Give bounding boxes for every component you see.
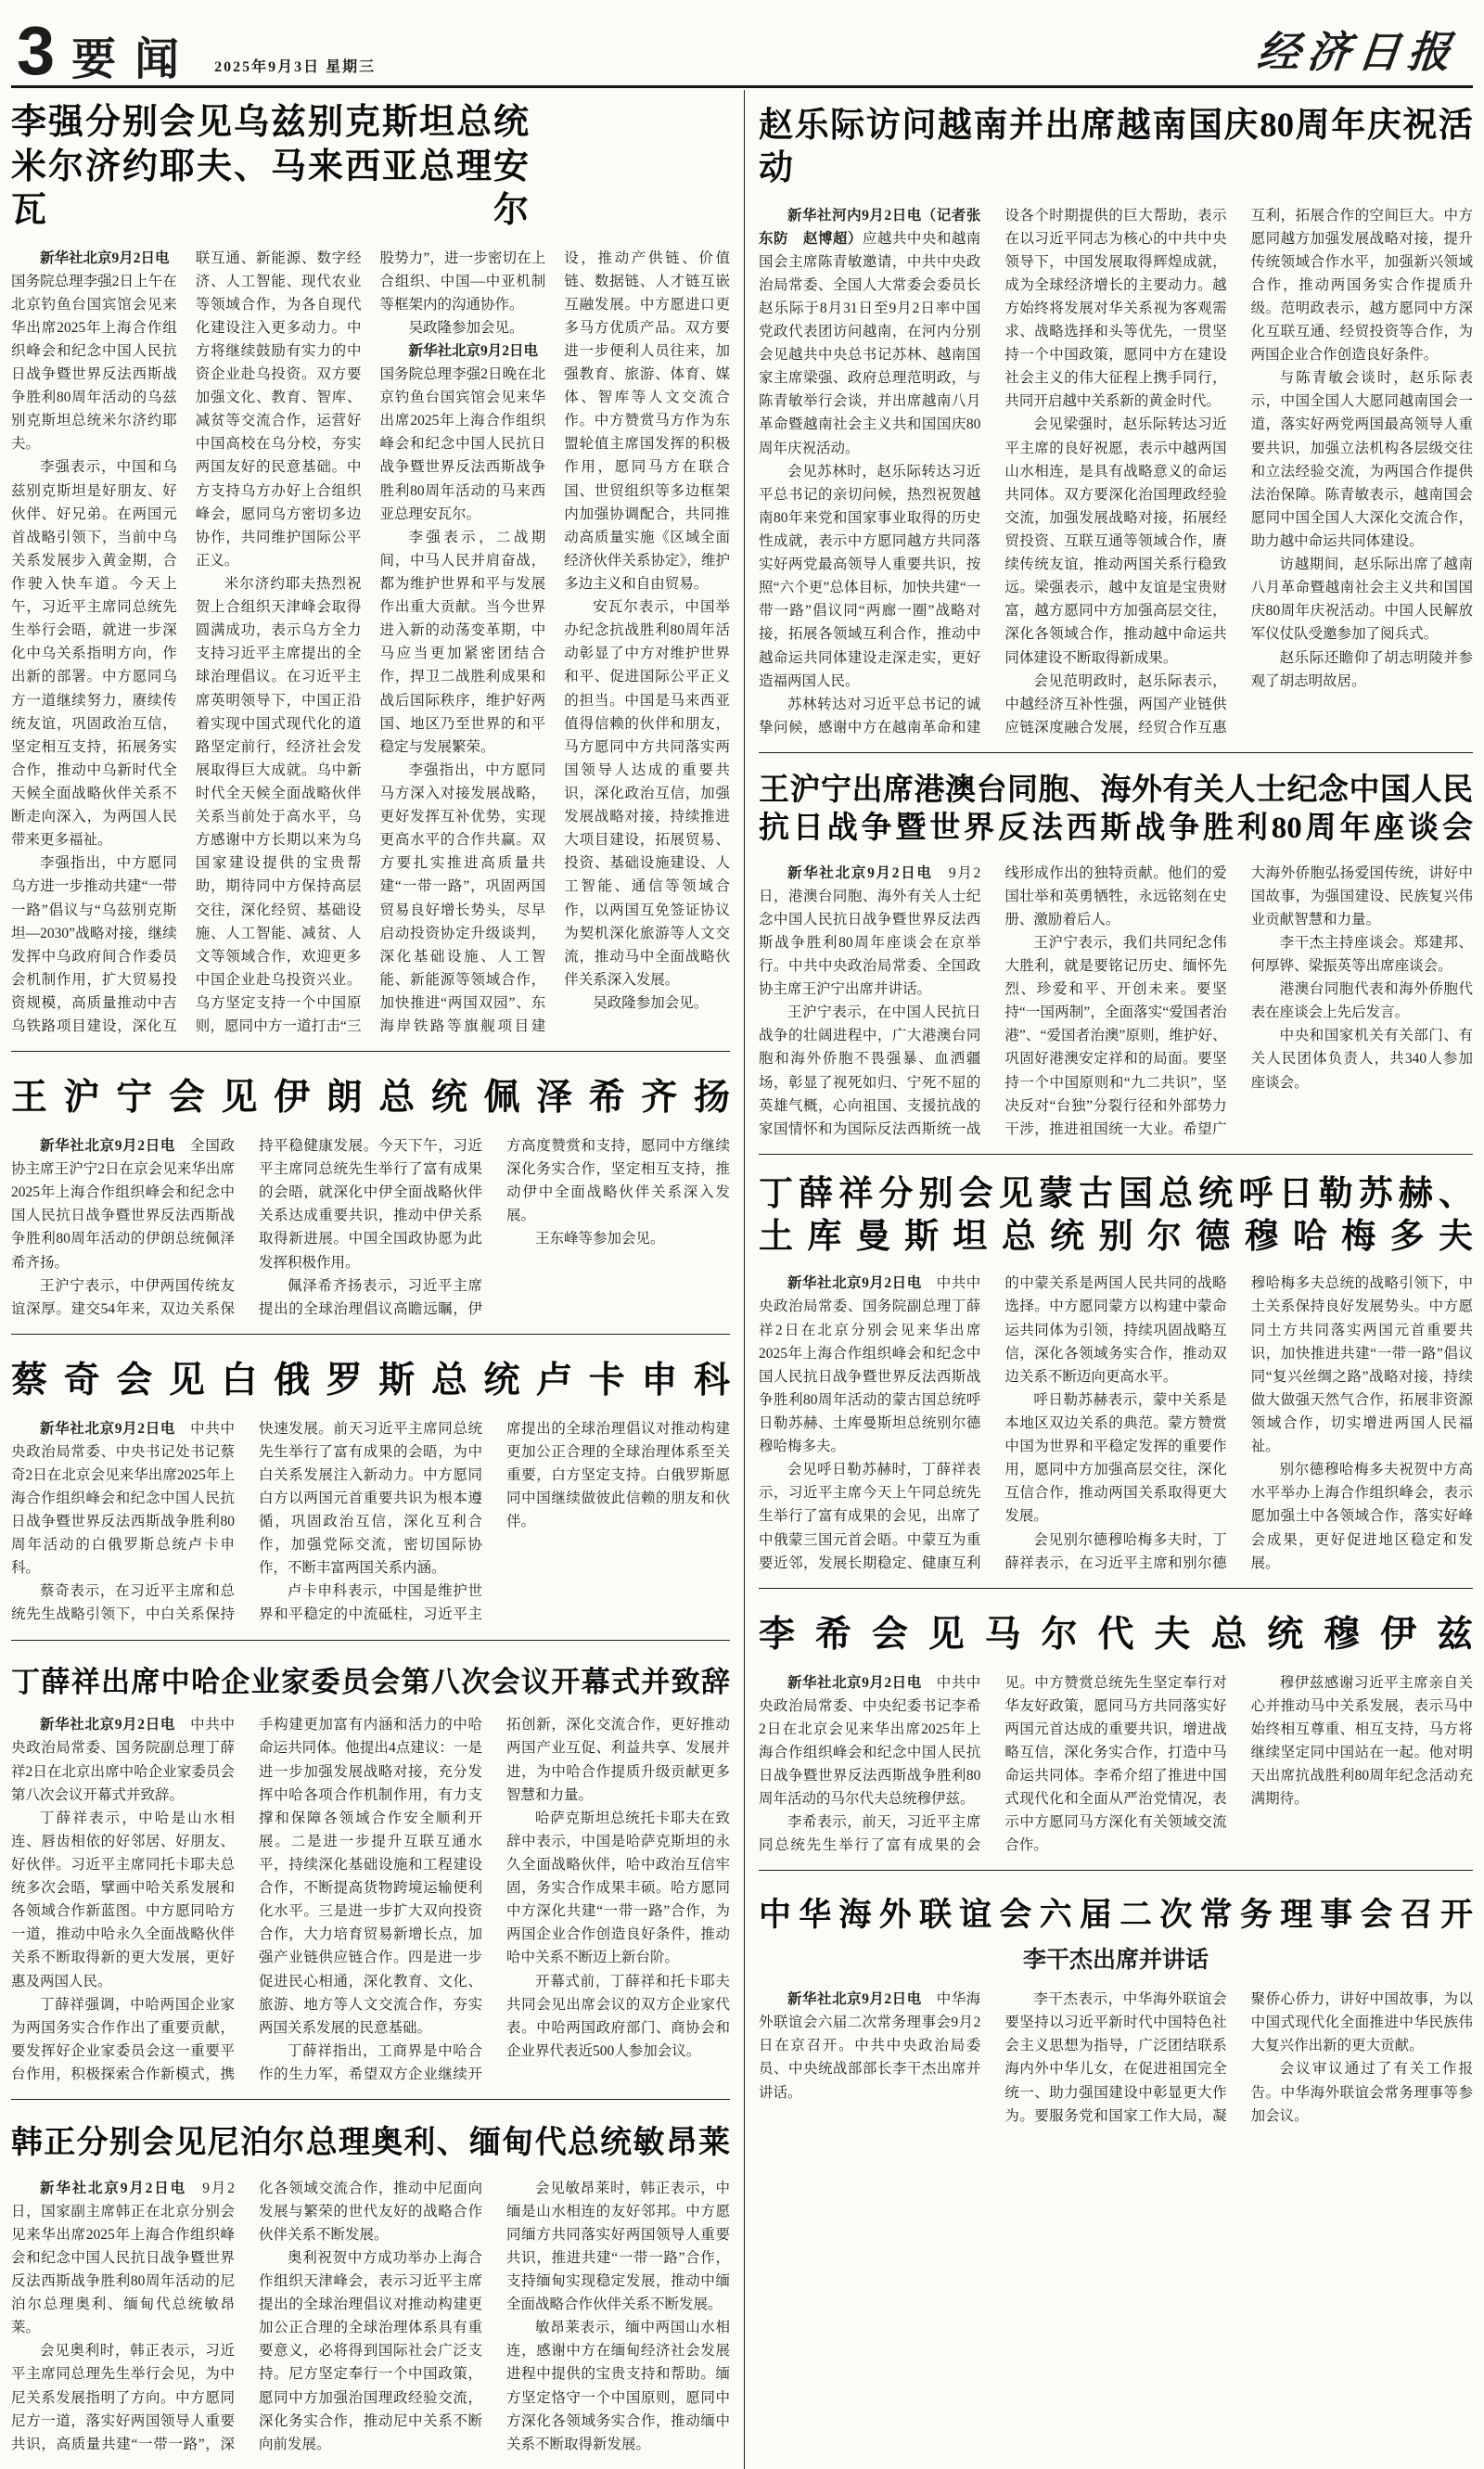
headline: 王沪宁出席港澳台同胞、海外有关人士纪念中国人民 抗日战争暨世界反法西斯战争胜利80周年座谈会 [759, 774, 1473, 846]
paragraph: 会见奥利时，韩正表示，习近平主席同总理先生举行会见，为中尼关系发展指明了方向。中方愿同尼方一道，落实好两国领导人重要共识，高质量共建“一带一路”，深化各领域交流合作，推动中尼面向发展与繁荣的世代友好的战略合作伙伴关系不断发展。 [11, 2180, 482, 2452]
paragraph: 佩泽希齐扬表示，习近平主席提出的全球治理倡议高瞻远瞩，伊方高度赞赏和支持，愿同中方继续深化务实合作，坚定相互支持，推动伊中全面战略伙伴关系深入发展。 [259, 1137, 730, 1317]
paragraph: 李强指出，中方愿同乌方进一步推动共建“一带一路”倡议与“乌兹别克斯坦—2030”战略对接，继续发挥中乌政府间合作委员会机制作用，扩大贸易投资规模，高质量推动中吉乌铁路项目建设，深化互联互通、新能源、数字经济、人工智能、现代农业等领域合作，为各自现代化建设注入更多动力。中方将继续鼓励有实力的中资企业赴乌投资。双方要加强文化、教育、智库、减贫等交流合作，运营好中国高校在乌分校，夯实两国友好的民意基础。中方支持乌方办好上合组织峰会，愿同乌方密切多边协作，共同维护国际公平正义。 [11, 249, 362, 1035]
page-number: 3 [17, 12, 56, 90]
article-body [11, 1134, 730, 1321]
article-body [759, 204, 1473, 740]
headline: 中华海外联谊会六届二次常务理事会召开 [759, 1897, 1473, 1934]
article-liqiang [11, 90, 730, 1051]
article-body [759, 1671, 1473, 1858]
paragraph: 吴政隆参加会见。 [408, 319, 524, 336]
paragraph: 与陈青敏会谈时，赵乐际表示，中国全国人大愿同越南国会一道，落实好两党两国最高领导人重要共识，加强立法机构各层级交往和立法经验交流，为两国合作提供法治保障。陈青敏表示，越南国会愿同中国全国人大深化交流合作，助力越中命运共同体建设。 [1250, 370, 1473, 550]
paragraph: 李希表示，前天，习近平主席同总统先生举行了富有成果的会见。中方赞赏总统先生坚定奉行对华友好政策，愿同马方共同落实好两国元首达成的重要共识，增进战略互信，深化务实合作，打造中马命运共同体。李希介绍了推进中国式现代化和全面从严治党情况，表示中方愿同马方深化有关领域交流合作。 [759, 1674, 1227, 1854]
paragraph: 穆伊兹感谢习近平主席亲自关心并推动马中关系发展，表示马中始终相互尊重、相互支持，马方将继续坚定同中国站在一起。他对明天出席抗战胜利80周年纪念活动充满期待。 [1250, 1674, 1473, 1808]
sub-headline: 李干杰出席并讲话 [1022, 1948, 1209, 1974]
page-date: 2025年9月3日 星期三 [214, 59, 377, 75]
paragraph: 王东峰等参加会见。 [535, 1231, 665, 1247]
article-body [759, 1988, 1473, 2128]
paragraph: 访越期间，赵乐际出席了越南八月革命暨越南社会主义共和国国庆80周年庆祝活动。中国人民解放军仪仗队受邀参加了阅兵式。 [1250, 556, 1473, 643]
paragraph: 哈萨克斯坦总统托卡耶夫在致辞中表示，中国是哈萨克斯坦的永久全面战略伙伴，哈中政治互信牢固，务实合作成果丰硕。哈方愿同中方深化共建“一带一路”合作，为两国企业合作创造良好条件，推动哈中关系不断迈上新台阶。 [506, 1810, 730, 1966]
paragraph: 会见苏林时，赵乐际转达习近平总书记的亲切问候，热烈祝贺越南80年来党和国家事业取得的历史性成就，表示中方愿同越方共同落实好两党最高领导人重要共识，按照“六个更”总体目标，加快共建“一带一路”倡议同“两廊一圈”战略对接，拓展各领域互利合作，推动中越命运共同体建设走深走实，更好造福两国人民。 [759, 463, 981, 689]
paragraph: 会见敏昂莱时，韩正表示，中缅是山水相连的友好邻邦。中方愿同缅方共同落实好两国领导人重要共识，推进共建“一带一路”合作，支持缅甸实现稳定发展，推动中缅全面战略合作伙伴关系不断发展。 [506, 2180, 730, 2313]
paragraph: 新华社北京9月2日电 国务院总理李强2日晚在北京钓鱼台国宾馆会见来华出席2025年上海合作组织峰会和纪念中国人民抗日战争暨世界反法西斯战争胜利80周年活动的马来西亚总理安瓦尔。 [379, 342, 553, 522]
article-lixi [759, 1588, 1473, 1871]
article-wanghuning-yilang [11, 1051, 730, 1334]
paragraph: 新华社北京9月2日电 中共中央政治局常委、中央书记处书记蔡奇2日在北京会见来华出席2025年上海合作组织峰会和纪念中国人民抗日战争暨世界反法西斯战争胜利80周年活动的白俄罗斯总统卢卡申科。 [11, 1420, 235, 1577]
headline: 丁薛祥分别会见蒙古国总统呼日勒苏赫、 土库曼斯坦总统别尔德穆哈梅多夫 [759, 1174, 1473, 1257]
article-caiqi [11, 1334, 730, 1640]
paragraph: 港澳台同胞代表和海外侨胞代表在座谈会上先后发言。 [1250, 981, 1473, 1021]
paragraph: 奥利祝贺中方成功举办上海合作组织天津峰会，表示习近平主席提出的全球治理倡议对推动构建更加公正合理的全球治理体系具有重要意义，必将得到国际社会广泛支持。尼方坚定奉行一个中国政策，愿同中方加强治国理政经验交流，深化务实合作，推动尼中关系不断向前发展。 [259, 2249, 482, 2452]
paragraph: 新华社河内9月2日电（记者张东防 赵博超）应越共中央和越南国会主席陈青敏邀请，中共中央政治局常委、全国人大常委会委员长赵乐际于8月31日至9月2日率中国党政代表团访问越南，在河内分别会见越共中央总书记苏林、越南国家主席梁强、政府总理范明政，与陈青敏举行会谈，并出席越南八月革命暨越南社会主义共和国国庆80周年庆祝活动。 [759, 207, 981, 456]
paragraph: 丁薛祥表示，中哈是山水相连、唇齿相依的好邻居、好朋友、好伙伴。习近平主席同托卡耶夫总统多次会晤，擘画中哈关系发展和各领域合作新蓝图。中方愿同哈方一道，推动中哈永久全面战略伙伴关系不断取得新的更大发展，更好惠及两国人民。 [11, 1810, 235, 1989]
paragraph: 会见别尔德穆哈梅多夫时，丁薛祥表示，在习近平主席和别尔德穆哈梅多夫总统的战略引领下，中土关系保持良好发展势头。中方愿同土方共同落实两国元首重要共识，加快推进共建“一带一路”倡议同“复兴丝绸之路”战略对接，持续做大做强天然气合作，拓展非资源领域合作，切实增进两国人民福祉。 [1004, 1275, 1473, 1571]
article-dingxuexiang-menggu [759, 1154, 1473, 1588]
paragraph: 新华社北京9月2日电 中华海外联谊会六届二次常务理事会9月2日在京召开。中共中央政治局委员、中央统战部部长李干杰出席并讲话。 [759, 1991, 981, 2101]
article-body [759, 1272, 1473, 1574]
article-body [11, 1417, 730, 1627]
right-column [745, 90, 1473, 2469]
article-hanzheng [11, 2099, 730, 2469]
paragraph: 安瓦尔表示，中国举办纪念抗战胜利80周年活动彰显了中方对维护世界和平、促进国际公平正义的担当。中国是马来西亚值得信赖的伙伴和朋友，马方愿同中方共同落实两国领导人达成的重要共识，深化政治互信，加强发展战略对接，持续推进大项目建设，拓展贸易、投资、基础设施建设、人工智能、通信等领域合作，以两国互免签证协议为契机深化旅游等人文交流，推动马中全面战略伙伴关系深入发展。 [564, 599, 730, 988]
article-zhaoleji [759, 90, 1473, 752]
paragraph: 王沪宁表示，中伊两国传统友谊深厚。建交54年来，双边关系保持平稳健康发展。今天下午，习近平主席同总统先生举行了富有成果的会晤，就深化中伊全面战略伙伴关系达成重要共识，推动中伊关系取得新进展。中国全国政协愿为此发挥积极作用。 [11, 1137, 482, 1317]
article-dingxuexiang-zhongha [11, 1640, 730, 2100]
paragraph: 卢卡申科表示，中国是维护世界和平稳定的中流砥柱，习近平主席提出的全球治理倡议对推动构建更加公正合理的全球治理体系至关重要，白方坚定支持。白俄罗斯愿同中国继续做彼此信赖的朋友和伙伴。 [259, 1420, 730, 1623]
headline: 李希会见马尔代夫总统穆伊兹 [759, 1614, 1473, 1655]
paragraph: 新华社北京9月2日电 中共中央政治局常委、国务院副总理丁薛祥2日在北京分别会见来华出席2025年上海合作组织峰会和纪念中国人民抗日战争暨世界反法西斯战争胜利80周年活动的蒙古国总统呼日勒苏赫、土库曼斯坦总统别尔德穆哈梅多夫。 [759, 1275, 981, 1455]
article-body [759, 862, 1473, 1141]
headline: 蔡奇会见白俄罗斯总统卢卡申科 [11, 1360, 730, 1401]
paragraph: 丁薛祥强调，中哈两国企业家为两国务实合作作出了重要贡献，要发挥好企业家委员会这一重要平台作用，积极探索合作新模式，携手构建更加富有内涵和活力的中哈命运共同体。他提出4点建议：一是进一步加强发展战略对接，充分发挥中哈各项合作机制作用，有力支撑和保障各领域合作安全顺利开展。二是进一步提升互联互通水平，持续深化基础设施和工程建设合作，不断提高货物跨境运输便利化水平。三是进一步扩大双向投资合作，大力培育贸易新增长点，加强产业链供应链合作。四是进一步促进民心相通，深化教育、文化、旅游、地方等人文交流合作，夯实两国关系发展的民意基础。 [11, 1717, 482, 2082]
masthead-logo: 经济日报 [1254, 29, 1461, 76]
paragraph: 新华社北京9月2日电 全国政协主席王沪宁2日在京会见来华出席2025年上海合作组织峰会和纪念中国人民抗日战争暨世界反法西斯战争胜利80周年活动的伊朗总统佩泽希齐扬。 [11, 1137, 235, 1271]
paragraph: 李干杰表示，中华海外联谊会要坚持以习近平新时代中国特色社会主义思想为指导，广泛团结联系海内外中华儿女，在促进祖国完全统一、助力强国建设中彰显更大作为。要服务党和国家工作大局，凝聚侨心侨力，讲好中国故事，为以中国式现代化全面推进中华民族伟大复兴作出新的更大贡献。 [1004, 1991, 1473, 2124]
article-wanghuning-zuotanhui [759, 752, 1473, 1154]
paragraph: 会见范明政时，赵乐际表示，中越经济互补性强，两国产业链供应链深度融合发展，经贸合作互惠互利，拓展合作的空间巨大。中方愿同越方加强发展战略对接，提升传统领域合作水平，加强新兴领域合作，推动两国务实合作提质升级。范明政表示，越方愿同中方深化互联互通、经贸投资等合作，为两国企业合作创造良好条件。 [1004, 207, 1473, 736]
paragraph: 米尔济约耶夫热烈祝贺上合组织天津峰会取得圆满成功，表示乌方全力支持习近平主席提出的全球治理倡议。在习近平主席英明领导下，中国正沿着实现中国式现代化的道路坚定前行，经济社会发展取得巨大成就。乌中新时代全天候全面战略伙伴关系当前处于高水平，乌方感谢中方长期以来为乌国家建设提供的宝贵帮助，期待同中方保持高层交往，深化经贸、基础设施、人工智能、减贫、人文等领域合作，欢迎更多中国企业赴乌投资兴业。乌方坚定支持一个中国原则，愿同中方一道打击“三股势力”，进一步密切在上合组织、中国—中亚机制等框架内的沟通协作。 [195, 249, 546, 1035]
paragraph: 李强指出，中方愿同马方深入对接发展战略，更好发挥互补优势，实现更高水平的合作共赢。双方要扎实推进高质量共建“一带一路”，巩固两国贸易良好增长势头，尽早启动投资协定升级谈判，深化基础设施、人工智能、新能源等领域合作，加快推进“两国双园”、东海岸铁路等旗舰项目建设，推动产供链、价值链、数据链、人才链互嵌互融发展。中方愿进口更多马方优质产品。双方要进一步便利人员往来，加强教育、旅游、体育、媒体、智库等人文交流合作。中方赞赏马方作为东盟轮值主席国发挥的积极作用，愿同马方在联合国、世贸组织等多边框架内加强协调配合，共同推动高质量实施《区域全面经济伙伴关系协定》，维护多边主义和自由贸易。 [379, 249, 730, 1035]
paragraph: 会见呼日勒苏赫时，丁薛祥表示，习近平主席今天上午同总统先生举行了富有成果的会见，出席了中俄蒙三国元首会晤。中蒙互为重要近邻，发展长期稳定、健康互利的中蒙关系是两国人民共同的战略选择。中方愿同蒙方以构建中蒙命运共同体为引领，持续巩固战略互信，深化各领域务实合作，推动双边关系不断迈向更高水平。 [759, 1275, 1227, 1571]
article-lianyihui [759, 1870, 1473, 2140]
paragraph: 新华社北京9月2日电 中共中央政治局常委、中央纪委书记李希2日在北京会见来华出席2025年上海合作组织峰会和纪念中国人民抗日战争暨世界反法西斯战争胜利80周年活动的马尔代夫总统穆伊兹。 [759, 1674, 981, 1808]
paragraph: 李干杰主持座谈会。郑建邦、何厚铧、梁振英等出席座谈会。 [1250, 934, 1473, 974]
paragraph: 李强表示，二战期间，中马人民并肩奋战，都为维护世界和平与发展作出重大贡献。当今世界进入新的动荡变革期，中马应当更加紧密团结合作，捍卫二战胜利成果和战后国际秩序，维护好两国、地区乃至世界的和平稳定与发展繁荣。 [379, 529, 546, 755]
page-header [11, 11, 1473, 88]
headline: 王沪宁会见伊朗总统佩泽希齐扬 [11, 1078, 730, 1119]
headline: 韩正分别会见尼泊尔总理奥利、缅甸代总统敏昂莱 [11, 2126, 730, 2161]
paragraph: 丁薛祥指出，工商界是中哈合作的生力军，希望双方企业继续开拓创新，深化交流合作，更好推动两国产业互促、利益共享、发展并进，为中哈合作提质升级贡献更多智慧和力量。 [259, 1717, 730, 2082]
paragraph: 吴政隆参加会见。 [593, 995, 709, 1011]
paragraph: 中央和国家机关有关部门、有关人民团体负责人，共340人参加座谈会。 [1250, 1028, 1473, 1091]
headline: 赵乐际访问越南并出席越南国庆80周年庆祝活动 [759, 107, 1473, 188]
paragraph: 苏林转达对习近平总书记的诚挚问候，感谢中方在越南革命和建设各个时期提供的巨大帮助，表示在以习近平同志为核心的中共中央领导下，中国发展取得辉煌成就，成为全球经济增长的主要动力。越方始终将发展对华关系视为客观需求、战略选择和头等优先，一贯坚持一个中国政策，愿同中方在建设社会主义的伟大征程上携手同行，共同开启越中关系新的黄金时代。 [759, 207, 1227, 736]
article-body [11, 1713, 730, 2086]
paragraph: 新华社北京9月2日电 国务院总理李强2日上午在北京钓鱼台国宾馆会见来华出席2025年上海合作组织峰会和纪念中国人民抗日战争暨世界反法西斯战争胜利80周年活动的乌兹别克斯坦总统米尔济约耶夫。 [11, 249, 185, 453]
paragraph: 王沪宁表示，我们共同纪念伟大胜利，就是要铭记历史、缅怀先烈、珍爱和平、开创未来。要坚持“一国两制”，全面落实“爱国者治港”、“爱国者治澳”原则，维护好、巩固好港澳安定祥和的局面。要坚持一个中国原则和“九二共识”，坚决反对“台独”分裂行径和外部势力干涉，推进祖国统一大业。希望广大海外侨胞弘扬爱国传统，讲好中国故事，为强国建设、民族复兴伟业贡献智慧和力量。 [1004, 864, 1473, 1137]
headline: 丁薛祥出席中哈企业家委员会第八次会议开幕式并致辞 [11, 1665, 730, 1698]
paragraph: 敏昂莱表示，缅中两国山水相连，感谢中方在缅甸经济社会发展进程中提供的宝贵支持和帮助。缅方坚定恪守一个中国原则，愿同中方深化各领域务实合作，推动缅中关系不断取得新发展。 [506, 2320, 730, 2452]
paragraph: 新华社北京9月2日电 9月2日，国家副主席韩正在北京分别会见来华出席2025年上海合作组织峰会和纪念中国人民抗日战争暨世界反法西斯战争胜利80周年活动的尼泊尔总理奥利、缅甸代总统敏昂莱。 [11, 2180, 235, 2336]
paragraph: 新华社北京9月2日电 9月2日，港澳台同胞、海外有关人士纪念中国人民抗日战争暨世界反法西斯战争胜利80周年座谈会在京举行。中共中央政治局常委、全国政协主席王沪宁出席并讲话。 [759, 864, 981, 998]
paragraph: 赵乐际还瞻仰了胡志明陵并参观了胡志明故居。 [1250, 649, 1473, 689]
paragraph: 蔡奇表示，在习近平主席和总统先生战略引领下，中白关系保持快速发展。前天习近平主席同总统先生举行了富有成果的会晤，为中白关系发展注入新动力。中方愿同白方以两国元首重要共识为根本遵循，巩固政治互信，深化互利合作，加强党际交流，密切国际协作，不断丰富两国关系内涵。 [11, 1420, 482, 1623]
article-body [11, 2177, 730, 2456]
paragraph: 李强表示，中国和乌兹别克斯坦是好朋友、好伙伴、好兄弟。在两国元首战略引领下，当前中乌关系发展步入黄金期，合作驶入快车道。今天上午，习近平主席同总统先生举行会晤，就进一步深化中乌关系指明方向，作出新的部署。中方愿同乌方一道继续努力，赓续传统友谊，巩固政治互信，坚定相互支持，拓展务实合作，推动中乌新时代全天候全面战略伙伴关系不断走向深入，为两国人民带来更多福祉。 [11, 459, 177, 849]
headline: 李强分别会见乌兹别克斯坦总统 米尔济约耶夫、马来西亚总理安瓦尔 [11, 103, 529, 230]
section-title: 要闻 [71, 34, 198, 84]
paragraph: 呼日勒苏赫表示，蒙中关系是本地区双边关系的典范。蒙方赞赏中国为世界和平稳定发挥的重要作用，愿同中方加强高层交往，深化互信合作，推动两国关系取得更大发展。 [1004, 1391, 1227, 1525]
paragraph: 别尔德穆哈梅多夫祝贺中方高水平举办上海合作组织峰会，表示愿加强土中各领域合作，落实好峰会成果，更好促进地区稳定和发展。 [1250, 1462, 1473, 1571]
paragraph: 会见梁强时，赵乐际转达习近平主席的良好祝愿，表示中越两国山水相连，是具有战略意义的命运共同体。双方要深化治国理政经验交流，加强发展战略对接，拓展经贸投资、互联互通等领域合作，赓续传统友谊，推动两国关系行稳致远。梁强表示，越中友谊是宝贵财富，越方愿同中方加强高层交往，深化各领域合作，推动越中命运共同体建设不断取得新成果。 [1004, 416, 1227, 666]
left-column [11, 90, 745, 2469]
paragraph: 会议审议通过了有关工作报告。中华海外联谊会常务理事等参加会议。 [1250, 2061, 1473, 2124]
paragraph: 王沪宁表示，在中国人民抗日战争的壮阔进程中，广大港澳台同胞和海外侨胞不畏强暴、血洒疆场，彰显了视死如归、宁死不屈的英雄气概，心向祖国、支援抗战的家国情怀和为国际反法西斯统一战线形成作出的独特贡献。他们的爱国壮举和英勇牺牲，永远铭刻在史册、激励着后人。 [759, 864, 1227, 1137]
paragraph: 新华社北京9月2日电 中共中央政治局常委、国务院副总理丁薛祥2日在北京出席中哈企业家委员会第八次会议开幕式并致辞。 [11, 1717, 235, 1803]
paragraph: 开幕式前，丁薛祥和托卡耶夫共同会见出席会议的双方企业家代表。中哈两国政府部门、商协会和企业界代表近500人参加会议。 [506, 1973, 730, 2059]
article-body [11, 247, 730, 1039]
